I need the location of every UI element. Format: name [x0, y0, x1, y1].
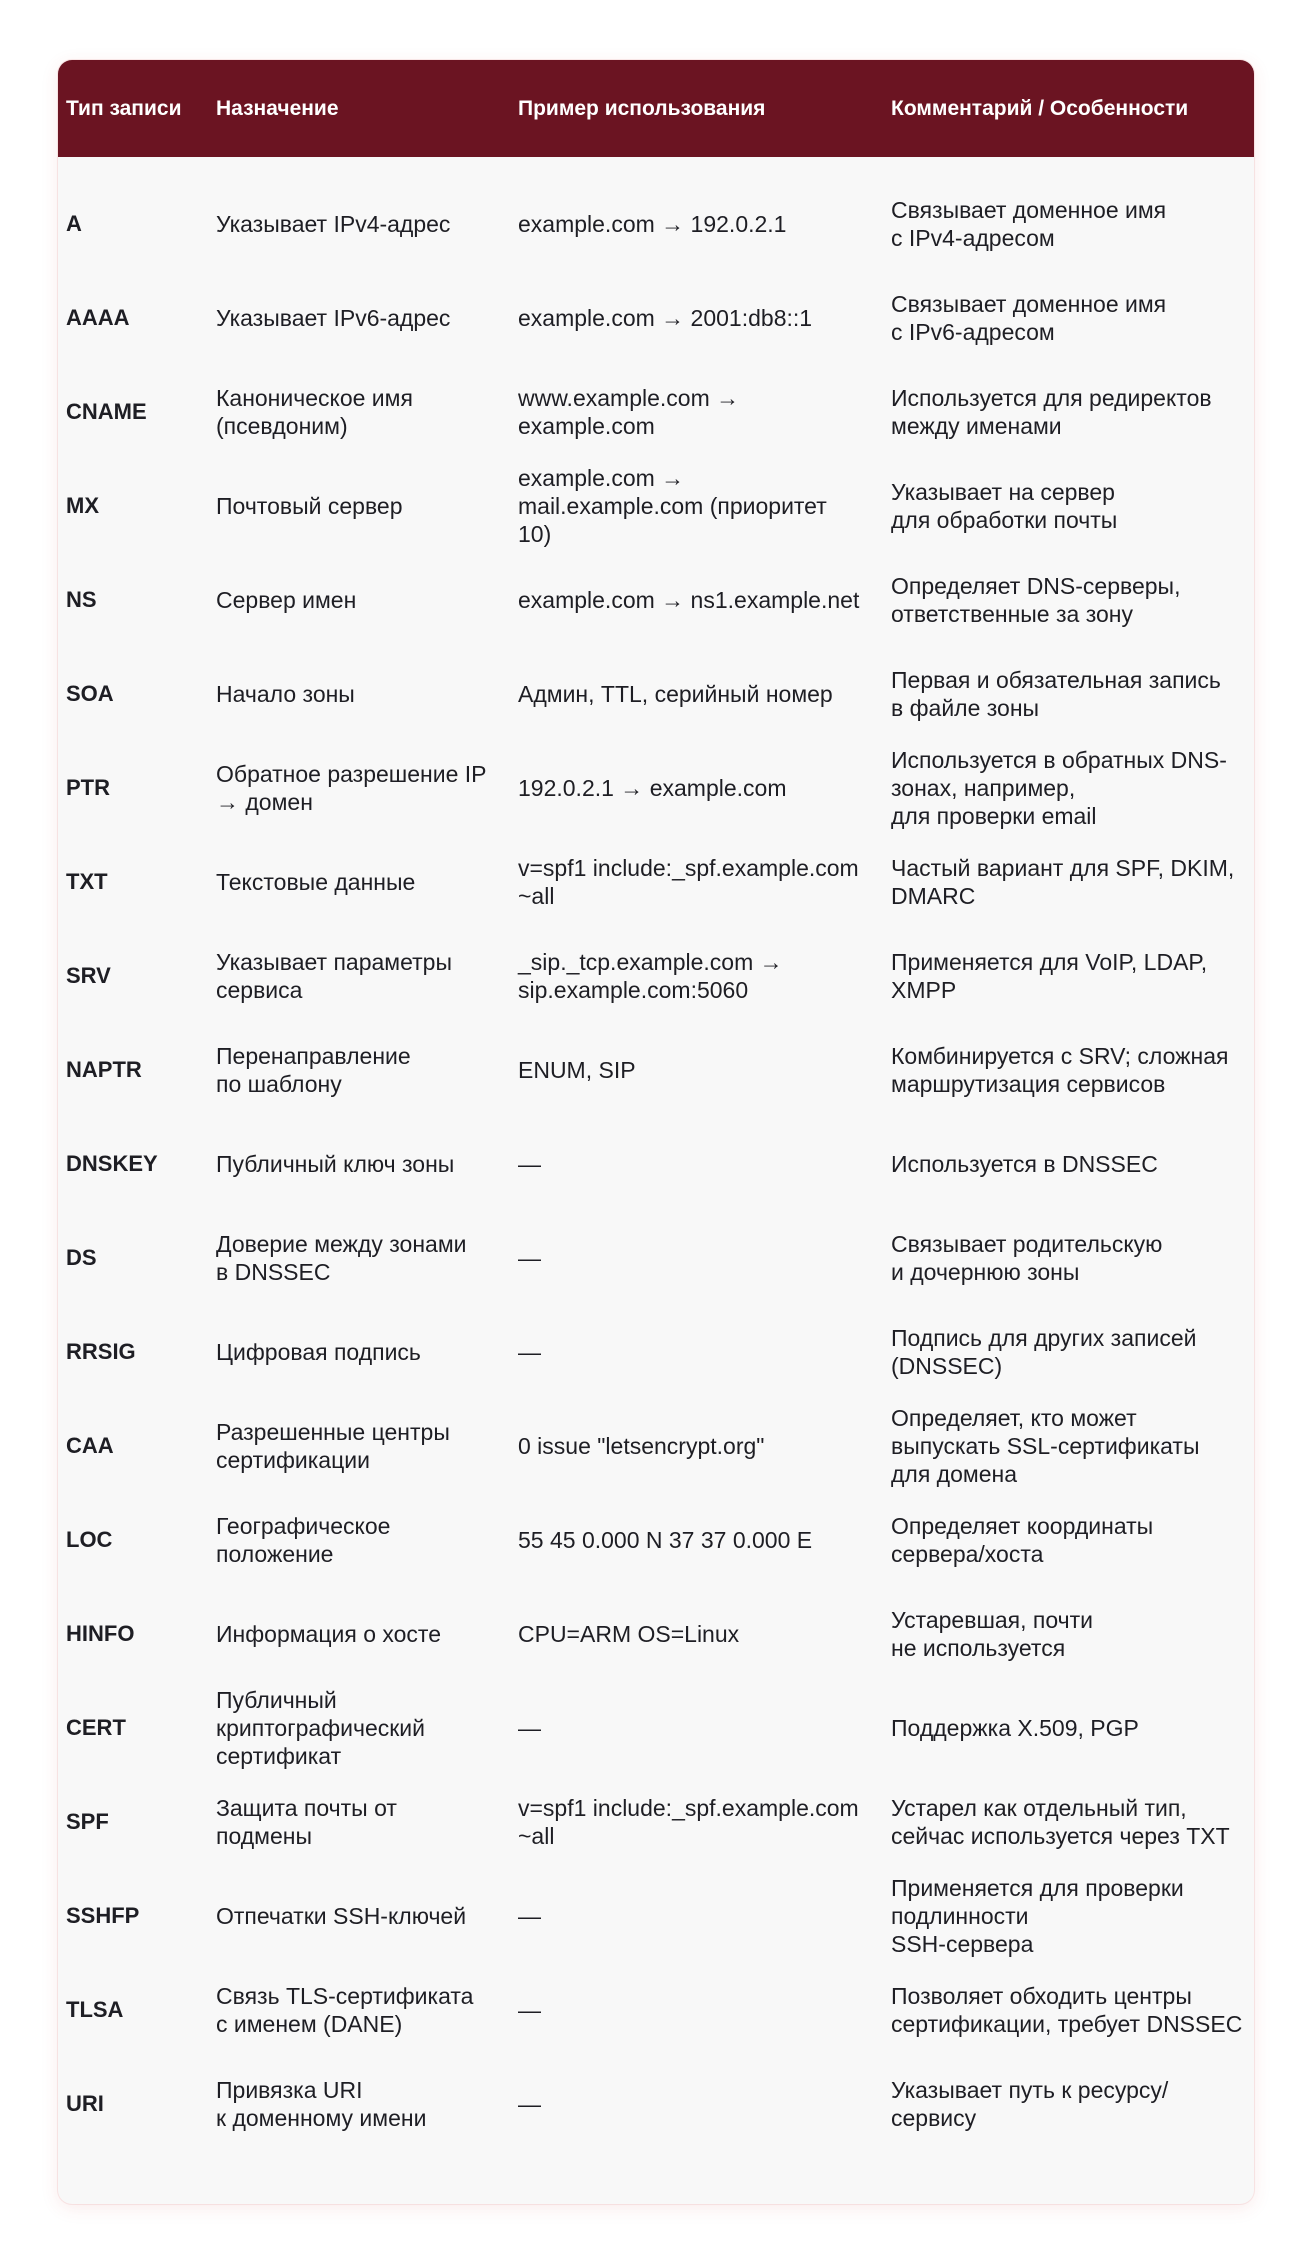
purpose-cell: Привязка URI к доменному имени — [216, 2077, 427, 2131]
example-cell: example.com → mail.example.com (приоритет 10) — [518, 465, 827, 547]
purpose-cell: Защита почты от подмены — [216, 1795, 397, 1849]
purpose-cell: Перенаправление по шаблону — [216, 1043, 411, 1097]
header-record-type: Тип записи — [66, 96, 182, 120]
table-row — [58, 1587, 1254, 1681]
record-type-cell: SPF — [66, 1809, 109, 1834]
record-type-cell: MX — [66, 493, 99, 518]
purpose-cell: Цифровая подпись — [216, 1339, 421, 1365]
header-example: Пример использования — [518, 96, 766, 120]
table-row — [58, 1117, 1254, 1211]
purpose-cell: Текстовые данные — [216, 869, 416, 895]
table-row — [58, 1681, 1254, 1775]
header-comment: Комментарий / Особенности — [891, 96, 1189, 120]
table-row — [58, 271, 1254, 365]
comment-cell: Применяется для VoIP, LDAP, XMPP — [891, 949, 1208, 1003]
table-row — [58, 365, 1254, 459]
example-cell: — — [518, 1903, 541, 1929]
comment-cell: Устаревшая, почти не используется — [891, 1607, 1094, 1661]
record-type-cell: CAA — [66, 1433, 114, 1458]
purpose-cell: Обратное разрешение IP → домен — [216, 761, 487, 815]
record-type-cell: DNSKEY — [66, 1151, 158, 1176]
comment-cell: Используется в DNSSEC — [891, 1151, 1158, 1177]
purpose-cell: Доверие между зонами в DNSSEC — [216, 1231, 467, 1285]
record-type-cell: NAPTR — [66, 1057, 142, 1082]
table-row — [58, 835, 1254, 929]
record-type-cell: TXT — [66, 869, 108, 894]
table-row — [58, 741, 1254, 835]
comment-cell: Связывает родительскую и дочернюю зоны — [891, 1231, 1163, 1285]
comment-cell: Частый вариант для SPF, DKIM, DMARC — [891, 855, 1235, 909]
table-row — [58, 1493, 1254, 1587]
record-type-cell: SOA — [66, 681, 114, 706]
example-cell: example.com → ns1.example.net — [518, 587, 860, 613]
purpose-cell: Указывает параметры сервиса — [216, 949, 452, 1003]
purpose-cell: Географическое положение — [216, 1513, 391, 1567]
purpose-cell: Разрешенные центры сертификации — [216, 1419, 450, 1473]
record-type-cell: CERT — [66, 1715, 126, 1740]
purpose-cell: Информация о хосте — [216, 1621, 441, 1647]
example-cell: — — [518, 1339, 541, 1365]
comment-cell: Комбинируется с SRV; сложная маршрутизация сервисов — [891, 1043, 1229, 1097]
header-row — [58, 60, 1254, 157]
table-row — [58, 1399, 1254, 1493]
table-row — [58, 647, 1254, 741]
purpose-cell: Начало зоны — [216, 681, 355, 707]
record-type-cell: HINFO — [66, 1621, 135, 1646]
record-type-cell: SRV — [66, 963, 111, 988]
table-row — [58, 177, 1254, 271]
comment-cell: Указывает на сервер для обработки почты — [891, 479, 1118, 533]
purpose-cell: Публичный ключ зоны — [216, 1151, 455, 1177]
record-type-cell: AAAA — [66, 305, 130, 330]
example-cell: www.example.com → example.com — [518, 385, 740, 439]
purpose-cell: Указывает IPv6-адрес — [216, 305, 451, 331]
header-spacer — [58, 157, 1254, 177]
example-cell: 192.0.2.1 → example.com — [518, 775, 787, 801]
comment-cell: Первая и обязательная запись в файле зоны — [891, 667, 1221, 721]
purpose-cell: Публичный криптографический сертификат — [216, 1687, 425, 1769]
record-type-cell: URI — [66, 2091, 104, 2116]
table-row — [58, 459, 1254, 553]
comment-cell: Поддержка X.509, PGP — [891, 1715, 1139, 1741]
purpose-cell: Сервер имен — [216, 587, 357, 613]
comment-cell: Применяется для проверки подлинности SSH-сервера — [891, 1875, 1184, 1957]
table-header — [58, 60, 1254, 157]
table-row — [58, 1963, 1254, 2057]
record-type-cell: A — [66, 211, 82, 236]
comment-cell: Используется в обратных DNS- зонах, например, для проверки email — [891, 747, 1227, 829]
example-cell: — — [518, 1997, 541, 2023]
purpose-cell: Почтовый сервер — [216, 493, 403, 519]
record-type-cell: PTR — [66, 775, 110, 800]
table-row — [58, 1869, 1254, 1963]
example-cell: — — [518, 1715, 541, 1741]
table-body — [58, 157, 1254, 2151]
comment-cell: Подпись для других записей (DNSSEC) — [891, 1325, 1197, 1379]
dns-records-table — [58, 60, 1254, 2151]
comment-cell: Устарел как отдельный тип, сейчас используется через TXT — [891, 1795, 1230, 1849]
example-cell: v=spf1 include:_spf.example.com ~all — [518, 1795, 859, 1849]
example-cell: 0 issue "letsencrypt.org" — [518, 1433, 765, 1459]
record-type-cell: SSHFP — [66, 1903, 140, 1928]
comment-cell: Определяет DNS-серверы, ответственные за зону — [891, 573, 1181, 627]
table-row — [58, 2057, 1254, 2151]
table-row — [58, 1305, 1254, 1399]
example-cell: Админ, TTL, серийный номер — [518, 681, 833, 707]
comment-cell: Используется для редиректов между именами — [891, 385, 1212, 439]
purpose-cell: Отпечатки SSH-ключей — [216, 1903, 467, 1929]
comment-cell: Позволяет обходить центры сертификации, требует DNSSEC — [891, 1983, 1243, 2037]
record-type-cell: TLSA — [66, 1997, 124, 2022]
table-row — [58, 1211, 1254, 1305]
purpose-cell: Каноническое имя (псевдоним) — [216, 385, 413, 439]
example-cell: example.com → 192.0.2.1 — [518, 211, 787, 237]
header-purpose: Назначение — [216, 96, 339, 120]
comment-cell: Связывает доменное имя с IPv4-адресом — [891, 197, 1167, 251]
example-cell: 55 45 0.000 N 37 37 0.000 E — [518, 1527, 813, 1553]
record-type-cell: RRSIG — [66, 1339, 136, 1364]
example-cell: CPU=ARM OS=Linux — [518, 1621, 740, 1647]
table-row — [58, 1775, 1254, 1869]
purpose-cell: Указывает IPv4-адрес — [216, 211, 451, 237]
record-type-cell: LOC — [66, 1527, 113, 1552]
example-cell: — — [518, 2091, 541, 2117]
dns-records-table-card — [58, 60, 1254, 2204]
comment-cell: Определяет, кто может выпускать SSL-сертификаты для домена — [891, 1405, 1200, 1487]
table-row — [58, 929, 1254, 1023]
record-type-cell: CNAME — [66, 399, 147, 424]
example-cell: _sip._tcp.example.com → sip.example.com:5060 — [518, 949, 783, 1003]
record-type-cell: DS — [66, 1245, 97, 1270]
comment-cell: Указывает путь к ресурсу/ сервису — [891, 2077, 1169, 2131]
example-cell: ENUM, SIP — [518, 1057, 636, 1083]
spacer-cell — [58, 157, 1254, 177]
comment-cell: Связывает доменное имя с IPv6-адресом — [891, 291, 1167, 345]
comment-cell: Определяет координаты сервера/хоста — [891, 1513, 1154, 1567]
example-cell: example.com → 2001:db8::1 — [518, 305, 813, 331]
purpose-cell: Связь TLS-сертификата с именем (DANE) — [216, 1983, 474, 2037]
table-row — [58, 553, 1254, 647]
table-row — [58, 1023, 1254, 1117]
record-type-cell: NS — [66, 587, 97, 612]
example-cell: v=spf1 include:_spf.example.com ~all — [518, 855, 859, 909]
example-cell: — — [518, 1151, 541, 1177]
example-cell: — — [518, 1245, 541, 1271]
